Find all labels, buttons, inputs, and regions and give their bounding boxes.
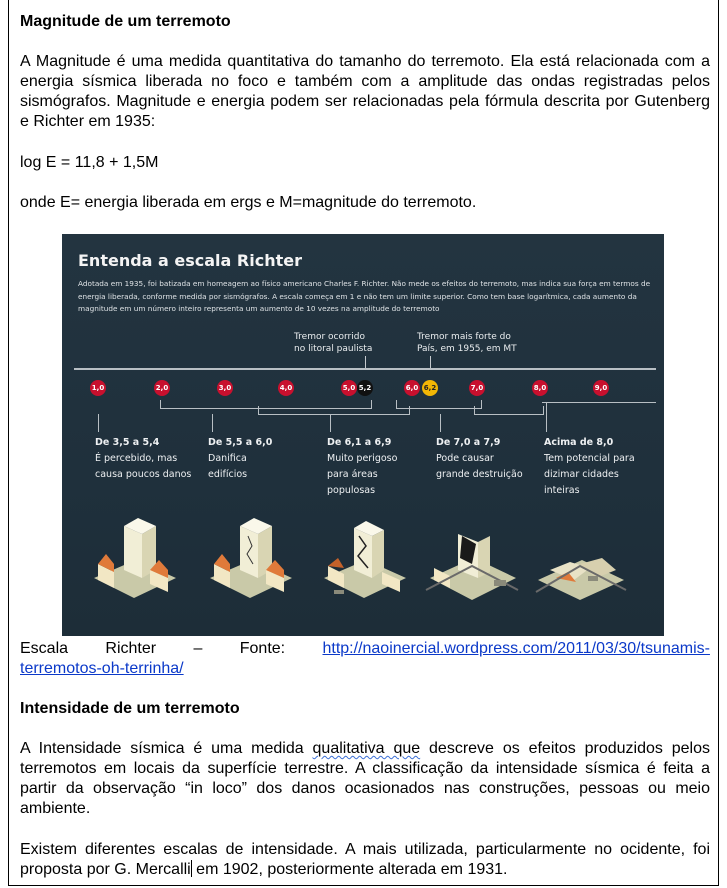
category-4: De 7,0 a 7,9 Pode causar grande destruição: [436, 437, 523, 480]
callout-left: Tremor ocorrido no litoral paulista: [294, 332, 373, 354]
source-link[interactable]: http://naoinercial.wordpress.com/2011/03/30/tsunamis-: [322, 640, 710, 657]
scale-marker-2: 2,0: [154, 380, 170, 396]
destroyed-buildings-illustration: [422, 506, 522, 606]
caption-word-2: Richter: [105, 640, 157, 657]
scale-marker-7: 7,0: [469, 380, 485, 396]
spellcheck-flagged-text: qualitativa que: [312, 740, 421, 757]
range-bracket-2: [258, 406, 410, 415]
magnitude-heading: Magnitude de um terremoto: [20, 13, 231, 30]
caption-word-1: Escala: [20, 640, 69, 657]
range-line-5: [542, 402, 656, 403]
scale-marker-5-2: 5,2: [357, 380, 373, 396]
infographic-description: Adotada em 1935, foi batizada em homeagem ao físico americano Charles F. Richter. Não mede os efeitos do terremoto, mas indica sua força em termos de energia liberada, conforme medida por sismógrafos. A escala começa em 1 e não tem um limite superior. Como tem base logarítmica, cada aumento da magnitude em um número inteiro representa um aumento de 10 vezes na amplitude do terremoto: [78, 279, 651, 313]
source-link-continued[interactable]: terremotos-oh-terrinha/: [20, 660, 184, 677]
scale-marker-3: 3,0: [217, 380, 233, 396]
formula: log E = 11,8 + 1,5M: [20, 154, 159, 171]
intact-buildings-illustration: [84, 506, 184, 606]
infographic-title: Entenda a escala Richter: [78, 251, 302, 270]
figure-caption-line1: [20, 639, 710, 659]
scale-marker-9: 9,0: [593, 380, 609, 396]
scale-marker-4: 4,0: [278, 380, 294, 396]
caption-word-3: –: [193, 640, 203, 657]
intensidade-paragraph-1: A Intensidade sísmica é uma medida qualitativa que descreve os efeitos produzidos pelos terremotos em locais da superfície terrestre. A classificação da intensidade sísmica é feita a partir da observação “in loco” dos danos ocasionados nas construções, pessoas ou meio ambiente.: [20, 740, 711, 817]
range-bracket-3: [396, 400, 482, 409]
caption-word-4: Fonte:: [239, 640, 286, 657]
scale-marker-6-2: 6,2: [422, 380, 438, 396]
magnitude-paragraph: A Magnitude é uma medida quantitativa do tamanho do terremoto. Ela está relacionada com a energia sísmica liberada no foco e também com a amplitude das ondas registradas pelos sismógrafos. Magnitude e energia podem ser relacionadas pela fórmula descrita por Gutenberg e Richter em 1935:: [20, 53, 710, 130]
richter-infographic: [62, 234, 664, 636]
damaged-buildings-illustration: [200, 506, 300, 606]
scale-marker-8: 8,0: [532, 380, 548, 396]
callout-right: Tremor mais forte do País, em 1955, em MT: [417, 332, 517, 354]
category-1: De 3,5 a 5,4 É percebido, mas causa poucos danos: [95, 437, 192, 480]
category-2: De 5,5 a 6,0 Danifica edifícios: [208, 437, 273, 480]
intensidade-heading: Intensidade de um terremoto: [20, 700, 240, 717]
scale-marker-1: 1,0: [90, 380, 106, 396]
connector-1: [98, 414, 99, 432]
heavily-damaged-buildings-illustration: [314, 506, 414, 606]
scale-axis: [74, 368, 656, 370]
connector-4: [440, 414, 441, 432]
scale-marker-5: 5,0: [341, 380, 357, 396]
intensidade-paragraph-2[interactable]: Existem diferentes escalas de intensidade. A mais utilizada, particularmente no ocidente, foi proposta por G. Mercalli em 1902, posteriormente alterada em 1931.: [20, 841, 710, 878]
category-3: De 6,1 a 6,9 Muito perigoso para áreas populosas: [327, 437, 398, 496]
rubble-illustration: [530, 506, 630, 606]
figure-caption-line2: [20, 659, 710, 679]
range-bracket-4: [474, 406, 544, 415]
connector-2: [212, 414, 213, 432]
formula-definition: onde E= energia liberada em ergs e M=magnitude do terremoto.: [20, 194, 477, 211]
connector-5: [546, 402, 547, 432]
category-5: Acima de 8,0 Tem potencial para dizimar cidades inteiras: [544, 437, 635, 496]
connector-3: [330, 414, 331, 432]
scale-marker-6: 6,0: [404, 380, 420, 396]
